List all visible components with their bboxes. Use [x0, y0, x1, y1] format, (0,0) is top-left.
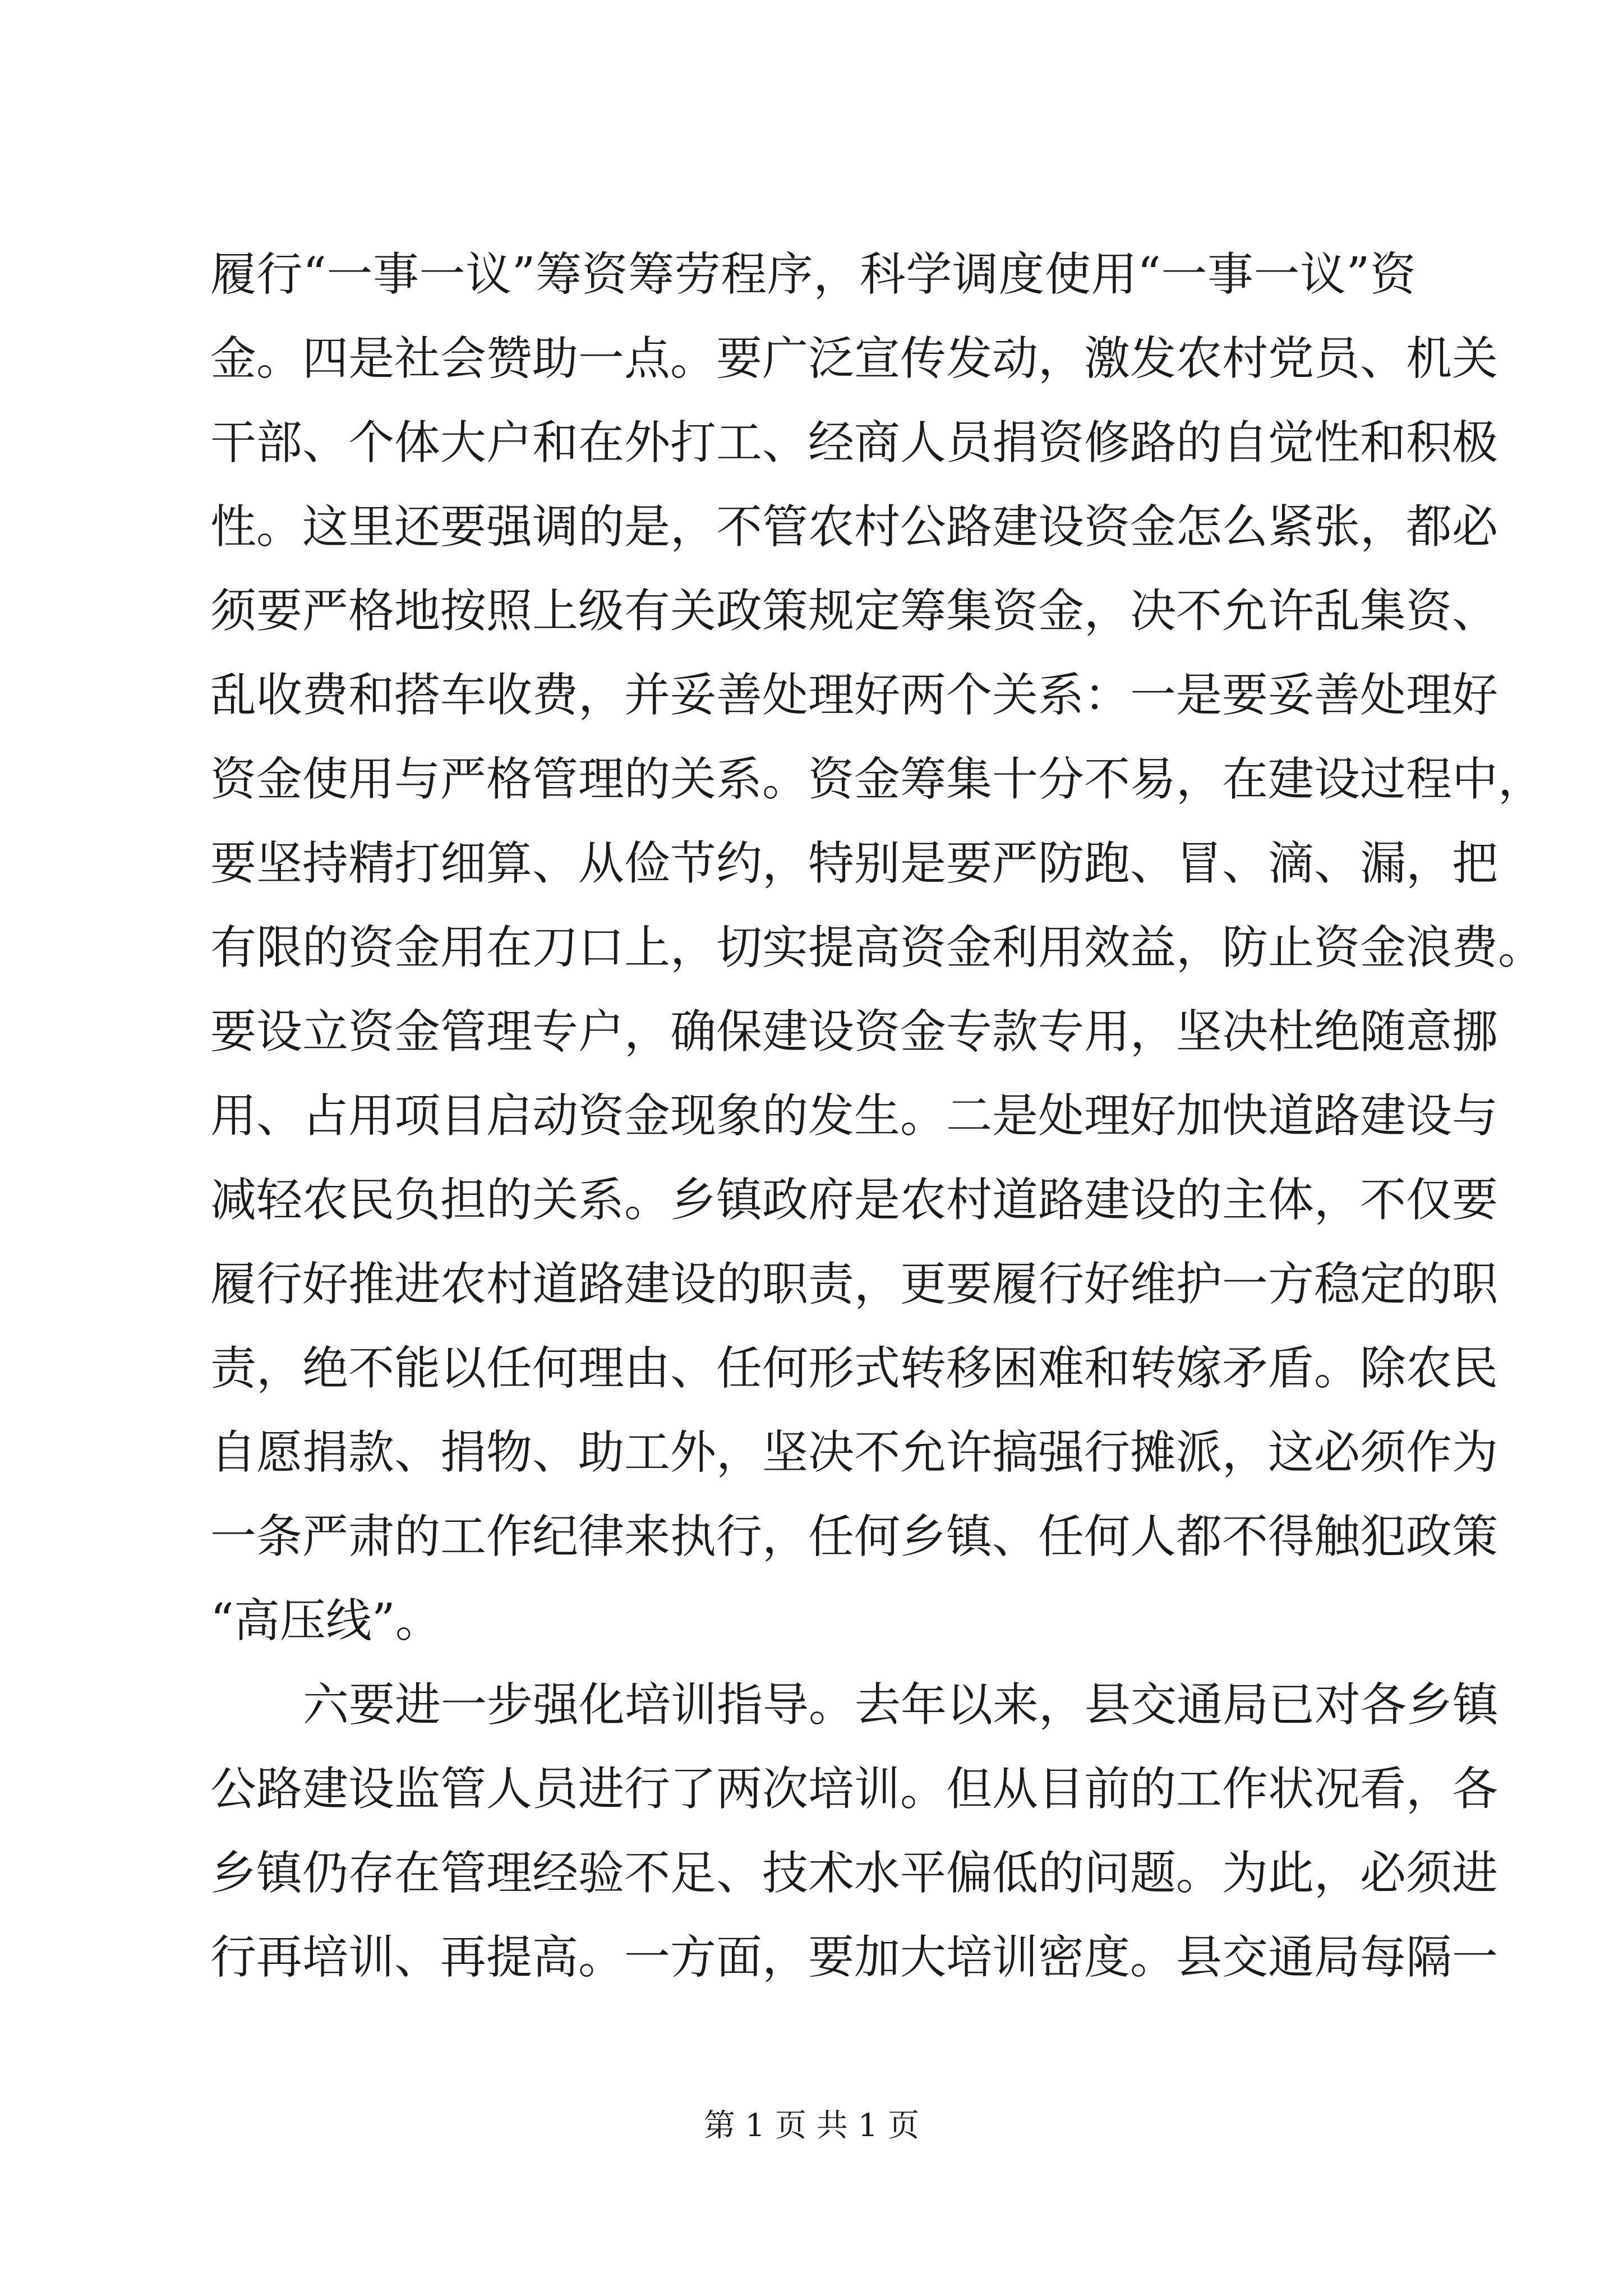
- text-line-17: “高压线”。: [210, 1594, 441, 1648]
- text-line-4: 性。这里还要强调的是，不管农村公路建设资金怎么紧张，都必: [210, 500, 1498, 554]
- text-line-5: 须要严格地按照上级有关政策规定筹集资金，决不允许乱集资、: [210, 585, 1498, 638]
- text-line-15: 自愿捐款、捐物、助工外，坚决不允许搞强行摊派，这必须作为: [210, 1426, 1498, 1479]
- text-line-10: 要设立资金管理专户，确保建设资金专款专用，坚决杜绝随意挪: [210, 1005, 1498, 1059]
- text-line-18: 六要进一步强化培训指导。去年以来，县交通局已对各乡镇: [303, 1678, 1499, 1732]
- text-line-11: 用、占用项目启动资金现象的发生。二是处理好加快道路建设与: [210, 1089, 1498, 1143]
- text-line-21: 行再培训、再提高。一方面，要加大培训密度。县交通局每隔一: [210, 1931, 1498, 1984]
- text-line-7: 资金使用与严格管理的关系。资金筹集十分不易，在建设过程中，: [210, 753, 1544, 806]
- text-line-1: 履行“一事一议”筹资筹劳程序，科学调度使用“一事一议”资: [210, 248, 1416, 301]
- text-line-13: 履行好推进农村道路建设的职责，更要履行好维护一方稳定的职: [210, 1258, 1498, 1311]
- text-line-12: 减轻农民负担的关系。乡镇政府是农村道路建设的主体，不仅要: [210, 1174, 1498, 1227]
- text-line-3: 干部、个体大户和在外打工、经商人员捐资修路的自觉性和积极: [210, 416, 1498, 470]
- text-line-8: 要坚持精打细算、从俭节约，特别是要严防跑、冒、滴、漏，把: [210, 837, 1498, 890]
- text-line-20: 乡镇仍存在管理经验不足、技术水平偏低的问题。为此，必须进: [210, 1847, 1498, 1900]
- text-line-9: 有限的资金用在刀口上，切实提高资金利用效益，防止资金浪费。: [210, 921, 1544, 974]
- text-line-14: 责，绝不能以任何理由、任何形式转移困难和转嫁矛盾。除农民: [210, 1342, 1498, 1395]
- page-footer: 第 1 页 共 1 页: [703, 2108, 920, 2144]
- text-line-6: 乱收费和搭车收费，并妥善处理好两个关系：一是要妥善处理好: [210, 669, 1498, 722]
- text-line-2: 金。四是社会赞助一点。要广泛宣传发动，激发农村党员、机关: [210, 332, 1498, 385]
- text-line-19: 公路建设监管人员进行了两次培训。但从目前的工作状况看，各: [210, 1763, 1498, 1816]
- text-line-16: 一条严肃的工作纪律来执行，任何乡镇、任何人都不得触犯政策: [210, 1510, 1498, 1563]
